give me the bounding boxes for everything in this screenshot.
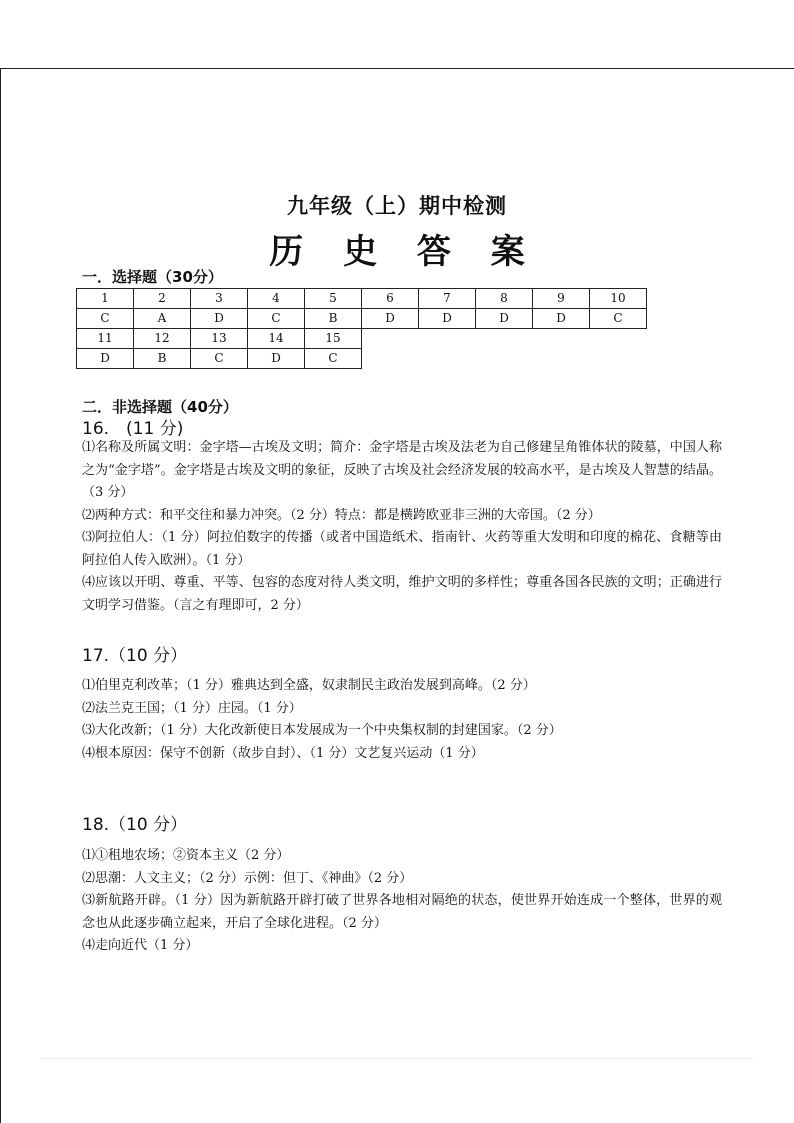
question-number-cell: 7	[419, 289, 476, 309]
answer-line: ⑷应该以开明、尊重、平等、包容的态度对待人类文明，维护文明的多样性；尊重各国各民族的文明；正确进行文明学习借鉴。（言之有理即可，2 分）	[82, 575, 722, 613]
answer-cell: D	[248, 349, 305, 369]
empty-cell	[533, 329, 590, 349]
empty-cell	[476, 329, 533, 349]
question-17-heading: 17.（10 分）	[82, 646, 188, 666]
answer-cell: D	[533, 309, 590, 329]
empty-cell	[362, 329, 419, 349]
question-number-cell: 11	[77, 329, 134, 349]
answer-line: ⑵法兰克王国；（1 分）庄园。（1 分）	[82, 700, 302, 716]
document-title: 九年级（上）期中检测	[287, 194, 507, 218]
question-16-heading: 16. (11 分)	[82, 419, 184, 439]
answer-cell: D	[77, 349, 134, 369]
answer-line: ⑴①租地农场；②资本主义（2 分）	[82, 848, 290, 863]
answer-line: ⑵两种方式：和平交往和暴力冲突。（2 分）特点：都是横跨欧亚非三洲的大帝国。（2 分）	[82, 507, 601, 523]
answer-line: ⑴伯里克利改革；（1 分）雅典达到全盛，奴隶制民主政治发展到高峰。（2 分）	[82, 678, 536, 693]
answer-cell: D	[419, 309, 476, 329]
answer-cell: B	[134, 349, 191, 369]
answer-table-number-row	[77, 289, 647, 309]
empty-cell	[533, 349, 590, 369]
empty-cell	[590, 349, 647, 369]
answer-cell: A	[134, 309, 191, 329]
answer-cell: D	[191, 309, 248, 329]
question-number-cell: 9	[533, 289, 590, 309]
section1-heading: 一．选择题（30分）	[82, 268, 223, 286]
answer-line: ⑶新航路开辟。（1 分）因为新航路开辟打破了世界各地相对隔绝的状态，使世界开始连成一个整体，世界的观念也从此逐步确立起来，开启了全球化进程。（2 分）	[82, 893, 722, 931]
empty-cell	[590, 329, 647, 349]
question-number-cell: 1	[77, 289, 134, 309]
answer-line: ⑵思潮：人文主义；（2 分）示例：但丁、《神曲》（2 分）	[82, 870, 413, 886]
question-16-answer	[82, 437, 722, 617]
empty-cell	[476, 349, 533, 369]
question-number-cell: 15	[305, 329, 362, 349]
answer-line: ⑷根本原因：保守不创新（故步自封）、（1 分）文艺复兴运动（1 分）	[82, 745, 484, 761]
question-number-cell: 8	[476, 289, 533, 309]
answer-line: ⑴名称及所属文明：金字塔—古埃及文明；简介：金字塔是古埃及法老为自己修建呈角锥体状的陵墓，中国人称之为“金字塔”。金字塔是古埃及文明的象征，反映了古埃及社会经济发展的较高水平，是古埃及人智慧的结晶。（3 分）	[82, 440, 722, 500]
answer-cell: C	[77, 309, 134, 329]
empty-cell	[419, 349, 476, 369]
answer-line: ⑶阿拉伯人：（1 分）阿拉伯数字的传播（或者中国造纸术、指南针、火药等重大发明和印度的棉花、食糖等由阿拉伯人传入欧洲）。（1 分）	[82, 530, 722, 568]
question-17-answer	[82, 675, 722, 765]
bottom-divider	[40, 1058, 754, 1059]
answer-cell: C	[191, 349, 248, 369]
question-number-cell: 6	[362, 289, 419, 309]
answer-line: ⑷走向近代（1 分）	[82, 938, 199, 953]
empty-cell	[419, 329, 476, 349]
answer-table-number-row	[77, 329, 647, 349]
empty-cell	[362, 349, 419, 369]
question-number-cell: 3	[191, 289, 248, 309]
answer-cell: C	[248, 309, 305, 329]
question-number-cell: 4	[248, 289, 305, 309]
answer-cell: D	[362, 309, 419, 329]
answer-table-answer-row	[77, 309, 647, 329]
answer-cell: C	[305, 349, 362, 369]
answer-table	[76, 288, 647, 369]
top-border-line	[0, 68, 794, 69]
question-18-answer	[82, 845, 722, 958]
question-number-cell: 10	[590, 289, 647, 309]
answer-cell: C	[590, 309, 647, 329]
question-number-cell: 5	[305, 289, 362, 309]
answer-cell: D	[476, 309, 533, 329]
question-18-heading: 18.（10 分）	[82, 815, 188, 835]
answer-cell: B	[305, 309, 362, 329]
section2-heading: 二．非选择题（40分）	[82, 398, 238, 416]
question-number-cell: 2	[134, 289, 191, 309]
document-subtitle: 历 史 答 案	[269, 232, 539, 272]
answer-table-answer-row	[77, 349, 647, 369]
question-number-cell: 12	[134, 329, 191, 349]
answer-line: ⑶大化改新；（1 分）大化改新使日本发展成为一个中央集权制的封建国家。（2 分）	[82, 723, 562, 738]
question-number-cell: 13	[191, 329, 248, 349]
question-number-cell: 14	[248, 329, 305, 349]
